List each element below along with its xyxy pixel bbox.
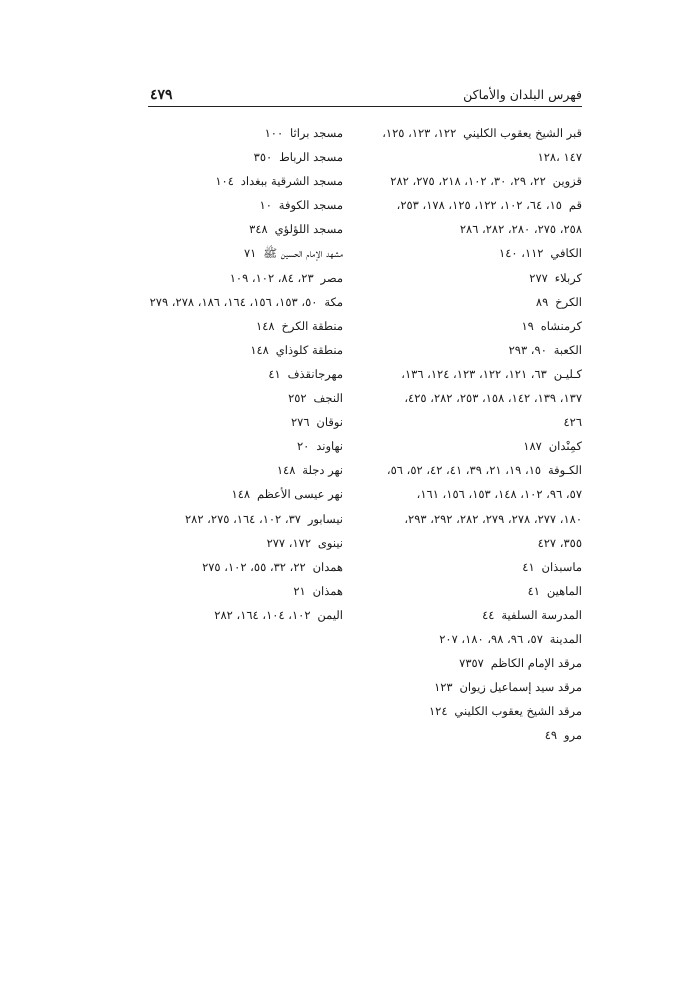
entry-page-numbers: ٢٥٢ (288, 391, 307, 406)
index-entry (357, 121, 582, 145)
entry-place-name: قبر الشيخ يعقوب الكليني (463, 126, 582, 140)
entry-page-numbers: ١٥، ١٩، ٢١، ٣٩، ٤١، ٤٢، ٥٢، ٥٦، (386, 463, 542, 478)
index-entry (133, 241, 343, 265)
entry-place-name: الكـوفة (547, 463, 582, 478)
entry-page-numbers: ١٢٤ (429, 704, 448, 719)
entry-place-name: مرقد الشيخ يعقوب الكليني (454, 704, 582, 719)
entry-page-numbers: ٣٤٨ (249, 222, 268, 237)
entry-page-numbers: ١٤٨ (231, 487, 251, 502)
entry-page-numbers: ٢٧٦ (290, 415, 310, 430)
index-entry (357, 266, 582, 290)
entry-place-name: مهرجانقذف (287, 366, 343, 381)
index-entry (133, 410, 343, 434)
index-entry (133, 145, 343, 169)
entry-place-name: الكعبة (553, 342, 582, 357)
entry-place-name: مسجد الرباط (279, 150, 343, 165)
index-entry (357, 338, 582, 362)
index-entry (357, 217, 582, 241)
entry-page-numbers: ١٢٢، ١٢٣، ١٢٥، (382, 126, 457, 140)
entry-place-name: مسجد اللؤلؤي (274, 222, 343, 237)
index-entry (133, 386, 343, 410)
page-number: ٤٧٩ (150, 87, 173, 103)
entry-page-numbers: ٥٧، ٩٦، ٩٨، ١٨٠، ٢٠٧ (439, 631, 543, 646)
entry-page-numbers: ١٤٧ ،١٢٨ (537, 150, 582, 165)
entry-place-name: المدرسة السلفية (501, 607, 582, 622)
entry-page-numbers: ١١٢، ١٤٠ (499, 246, 544, 261)
entry-page-numbers: ١٩ (521, 318, 534, 333)
entry-page-numbers: ١٧٢، ٢٧٧ (266, 535, 312, 550)
index-entry (357, 434, 582, 458)
index-entry (357, 314, 582, 338)
entry-place-name: همذان (312, 583, 343, 598)
index-entry (357, 145, 582, 169)
entry-page-numbers: ٦٣، ١٢١، ١٢٢، ١٢٣، ١٢٤، ١٣٦، (401, 366, 547, 381)
entry-place-name: كرمنشاه (540, 318, 582, 333)
index-entry (357, 290, 582, 314)
index-entry (133, 338, 343, 362)
entry-page-numbers: ٧١ (243, 246, 257, 261)
entry-place-name: النجف (313, 391, 343, 406)
entry-place-name: الكافي (550, 246, 582, 261)
entry-place-name: مسجد الشرقية ببغداد (240, 174, 343, 189)
index-entry (357, 386, 582, 410)
entry-page-numbers: ٩٠، ٢٩٣ (508, 342, 547, 357)
entry-page-numbers: ٢٢، ٣٢، ٥٥، ١٠٢، ٢٧٥ (202, 559, 306, 574)
index-entry (133, 121, 343, 145)
entry-place-name: نينوى (317, 535, 343, 550)
entry-place-name: مرو (563, 728, 582, 743)
entry-page-numbers: ١٨٠، ٢٧٧، ٢٧٨، ٢٧٩، ٢٨٢، ٢٩٢، ٢٩٣، (404, 511, 582, 526)
index-entry (357, 531, 582, 555)
entry-place-name: منطقة كلوذاي (275, 342, 343, 357)
entry-place-name: منطقة الكرخ (281, 318, 343, 333)
index-entry (357, 507, 582, 531)
index-entry (133, 482, 343, 506)
entry-page-numbers: ١٨٧ (523, 439, 542, 454)
entry-page-numbers: ١٣٧، ١٣٩، ١٤٢، ١٥٨، ٢٥٣، ٢٨٢، ٤٢٥، (404, 391, 582, 406)
entry-place-name: نيسابور (307, 511, 343, 526)
index-entry (357, 603, 582, 627)
entry-page-numbers: ٢٣، ٨٤، ١٠٢، ١٠٩ (229, 270, 314, 285)
index-entry (133, 603, 343, 627)
entry-page-numbers: ٢٧٧ (529, 270, 548, 285)
entry-place-name: مرقد سيد إسماعيل زيوان (459, 680, 582, 695)
entry-place-name: نهر عيسى الأعظم (256, 487, 343, 502)
index-entry (133, 290, 343, 314)
index-entry (357, 410, 582, 434)
entry-page-numbers: ٢٢، ٢٩، ٣٠، ١٠٢، ٢١٨، ٢٧٥، ٢٨٢ (390, 174, 546, 189)
index-entry (357, 193, 582, 217)
entry-page-numbers: ١٥، ٦٤، ١٠٢، ١٢٢، ١٢٥، ١٧٨، ٢٥٣، (396, 198, 562, 213)
index-entry (357, 555, 582, 579)
entry-place-name: مرقد الإمام الكاظم٧ (459, 656, 582, 671)
entry-page-numbers: ٣٥٧ (465, 656, 484, 671)
entry-place-name: كـليـن (553, 366, 582, 381)
index-entry (133, 579, 343, 603)
entry-page-numbers: ١٠٤ (215, 174, 234, 189)
index-entry (357, 169, 582, 193)
index-entry (133, 362, 343, 386)
entry-page-numbers: ١٤٨ (256, 318, 275, 333)
entry-page-numbers: ٤١ (527, 583, 540, 598)
entry-page-numbers: ١٠٢، ١٠٤، ١٦٤، ٢٨٢ (214, 607, 311, 622)
entry-place-name: مسجد الكوفة (278, 198, 343, 213)
index-entry (357, 675, 582, 699)
index-column-left (133, 121, 343, 627)
entry-page-numbers: ٣٥٠ (253, 150, 273, 165)
entry-page-numbers: ٢٥٨، ٢٧٥، ٢٨٠، ٢٨٢، ٢٨٦ (459, 222, 582, 237)
index-entry (133, 507, 343, 531)
entry-page-numbers: ١٤٨ (276, 463, 296, 478)
index-column-right (357, 121, 582, 747)
entry-page-numbers: ٤٢٦ (563, 415, 582, 430)
entry-page-numbers: ١٢٣ (434, 680, 453, 695)
index-entry (357, 579, 582, 603)
entry-page-numbers: ٢٠ (296, 439, 310, 454)
entry-place-name: الماهين (546, 583, 582, 598)
index-entry (133, 217, 343, 241)
index-entry (357, 627, 582, 651)
index-entry (133, 169, 343, 193)
index-entry (357, 241, 582, 265)
index-entry (357, 699, 582, 723)
index-entry (133, 555, 343, 579)
header-title: فهرس البلدان والأماكن (463, 87, 582, 102)
entry-page-numbers: ١٠٠ (264, 126, 284, 140)
index-entry (133, 314, 343, 338)
entry-place-name: مشهد الإمام الحسين ﷺ (263, 246, 343, 261)
entry-place-name: نوقان (316, 415, 343, 430)
index-entry (357, 482, 582, 506)
entry-page-numbers: ٣٧، ١٠٢، ١٦٤، ٢٧٥، ٢٨٢ (184, 511, 301, 526)
index-entry (357, 651, 582, 675)
entry-place-name: الكرخ (555, 294, 582, 309)
entry-place-name: همدان (312, 559, 343, 574)
entry-place-name: اليمن (317, 607, 343, 622)
entry-place-name: مصر (320, 270, 343, 285)
index-entry (133, 531, 343, 555)
index-entry (133, 434, 343, 458)
entry-place-name: قزوين (552, 174, 582, 189)
entry-page-numbers: ٤١ (522, 559, 535, 574)
entry-place-name: مسجد براثا (290, 126, 343, 140)
entry-page-numbers: ٢١ (293, 583, 306, 598)
entry-page-numbers: ٣٥٥، ٤٢٧ (537, 535, 582, 550)
entry-page-numbers: ٥٧، ٩٦، ١٠٢، ١٤٨، ١٥٣، ١٥٦، ١٦١، (416, 487, 582, 502)
entry-page-numbers: ٨٩ (535, 294, 549, 309)
entry-place-name: كربلاء (554, 270, 582, 285)
entry-place-name: نهر دجلة (302, 463, 343, 478)
entry-place-name: نهاوند (316, 439, 343, 454)
entry-page-numbers: ١٤٨ (250, 342, 269, 357)
entry-place-name: قم (568, 198, 582, 213)
running-header (148, 86, 582, 107)
entry-place-name: كمِنْدان (548, 439, 582, 454)
index-entry (357, 723, 582, 747)
index-entry (133, 193, 343, 217)
index-entry (357, 458, 582, 482)
index-entry (133, 458, 343, 482)
entry-page-numbers: ٤١ (268, 366, 281, 381)
index-entry (133, 266, 343, 290)
index-entry (357, 362, 582, 386)
entry-page-numbers: ١٠ (259, 198, 272, 213)
entry-place-name: ماسبذان (541, 559, 582, 574)
entry-place-name: المدينة (549, 631, 582, 646)
entry-place-name: مكة (324, 294, 343, 309)
entry-page-numbers: ٥٠، ١٥٣، ١٥٦، ١٦٤، ١٨٦، ٢٧٨، ٢٧٩ (149, 294, 318, 309)
entry-page-numbers: ٤٤ (482, 607, 495, 622)
entry-page-numbers: ٤٩ (544, 728, 558, 743)
